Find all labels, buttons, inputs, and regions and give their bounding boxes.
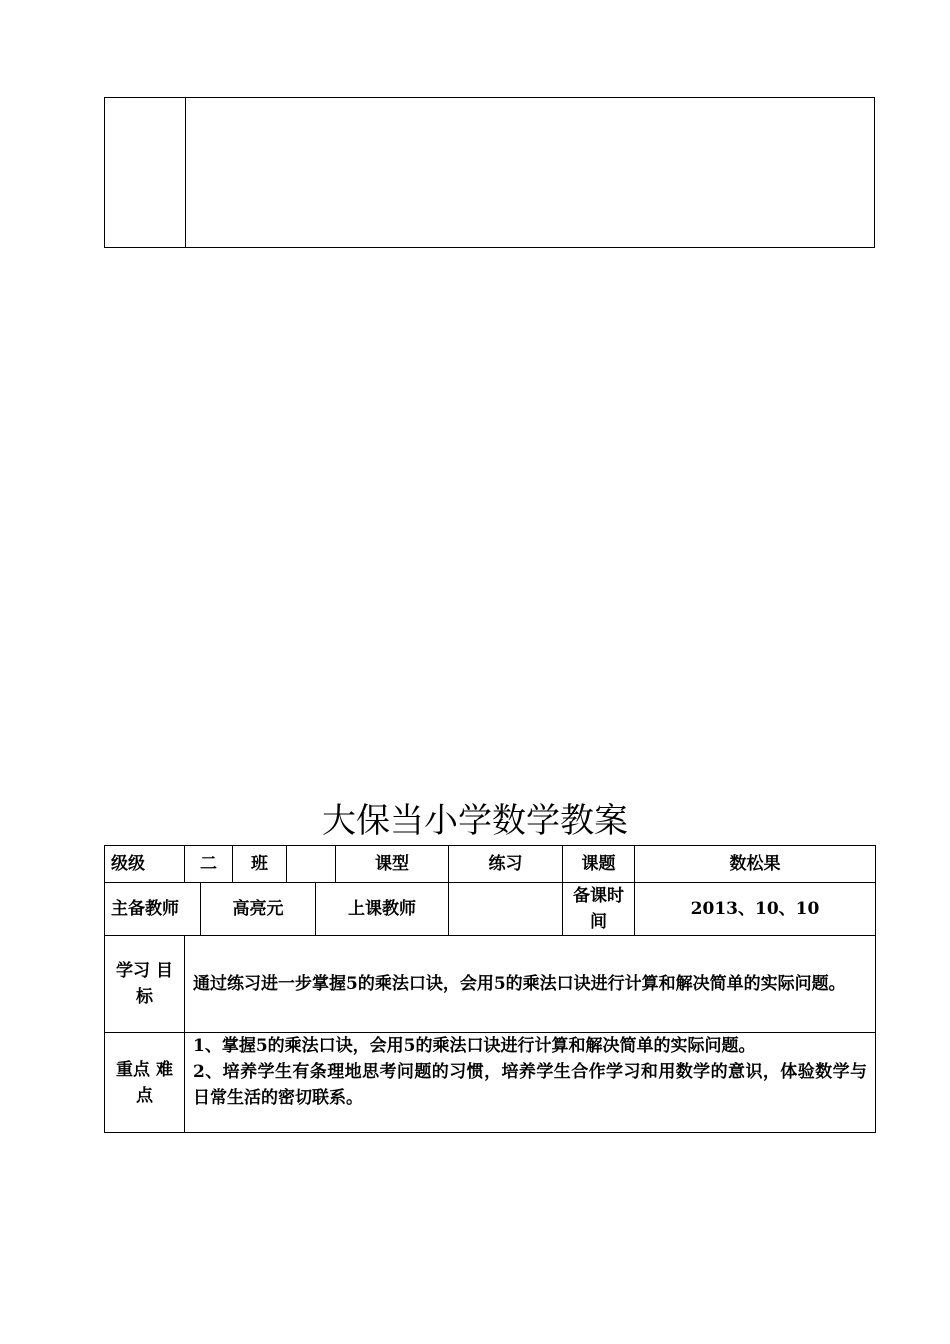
objectives-label: 学习 目 标 [105, 936, 185, 1033]
lead-teacher-label: 主备教师 [105, 883, 201, 936]
key-points-content [185, 1033, 876, 1133]
topic-label: 课题 [563, 846, 635, 883]
objectives-text: 通过练习进一步掌握5的乘法口诀，会用5的乘法口诀进行计算和解决简单的实际问题。 [185, 936, 876, 1033]
key-points-label: 重点 难 点 [105, 1033, 185, 1133]
table-row [105, 1033, 876, 1133]
prep-time-label: 备课时间 [563, 883, 635, 936]
grade-label: 级级 [105, 846, 185, 883]
class-teacher-label: 上课教师 [316, 883, 449, 936]
lead-teacher-value: 高亮元 [201, 883, 316, 936]
lesson-type-value: 练习 [449, 846, 563, 883]
previous-page-table [104, 97, 875, 248]
key-point-1: 1、掌握5的乘法口诀，会用5的乘法口诀进行计算和解决简单的实际问题。 [193, 1036, 756, 1056]
table-row [105, 936, 876, 1033]
grade-value: 二 [185, 846, 233, 883]
table-row [105, 883, 876, 936]
topic-value: 数松果 [635, 846, 876, 883]
table-column-divider [185, 98, 186, 247]
key-point-2: 2、培养学生有条理地思考问题的习惯，培养学生合作学习和用数学的意识，体验数学与日常生活的密切联系。 [193, 1062, 867, 1108]
document-title: 大保当小学数学教案 [322, 801, 628, 841]
class-teacher-value [449, 883, 563, 936]
lesson-plan-table [104, 845, 876, 1133]
table-row [105, 846, 876, 883]
prep-time-value: 2013、10、10 [635, 883, 876, 936]
class-label: 班 [233, 846, 287, 883]
lesson-type-label: 课型 [336, 846, 449, 883]
class-value [287, 846, 336, 883]
